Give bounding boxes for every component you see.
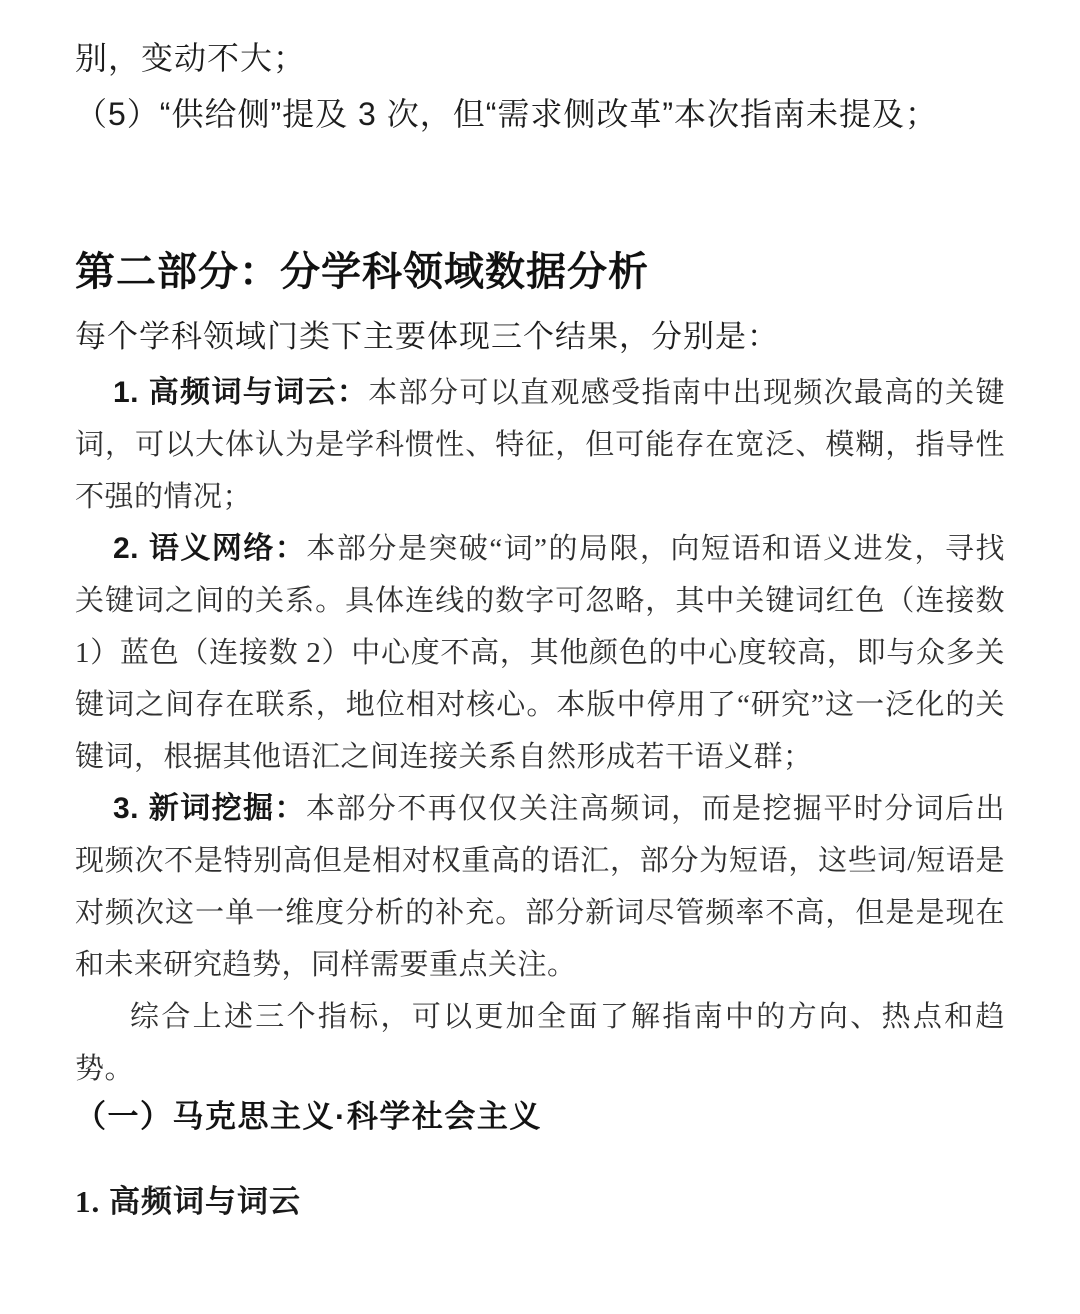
body-text-block xyxy=(75,367,1005,1095)
item-text: 本部分可以直观感受指南中出现频次最高的关键词，可以大体认为是学科惯性、特征，但可能存在宽泛、模糊，指导性不强的情况； xyxy=(75,377,1005,513)
item-label: 2. 语义网络： xyxy=(113,532,307,565)
item-paragraph-3 xyxy=(75,783,1005,991)
section-heading: 第二部分：分学科领域数据分析 xyxy=(75,250,649,294)
item-label: 1. 高频词与词云： xyxy=(113,376,369,409)
item-paragraph-2 xyxy=(75,523,1005,783)
item-paragraph-1 xyxy=(75,367,1005,523)
intro-line: （5）“供给侧”提及 3 次，但“需求侧改革”本次指南未提及； xyxy=(75,96,939,132)
lead-paragraph: 每个学科领域门类下主要体现三个结果，分别是： xyxy=(75,319,779,354)
intro-line: 别，变动不大； xyxy=(75,40,307,76)
item-label: 3. 新词挖掘： xyxy=(113,792,306,825)
item-text: 本部分不再仅仅关注高频词，而是挖掘平时分词后出现频次不是特别高但是相对权重高的语汇，部分为短语，这些词/短语是对频次这一单一维度分析的补充。部分新词尽管频率不高，但是是现在和未来研究趋势，同样需要重点关注。 xyxy=(75,793,1005,981)
item-text: 本部分是突破“词”的局限，向短语和语义进发，寻找关键词之间的关系。具体连线的数字可忽略，其中关键词红色（连接数 1）蓝色（连接数 2）中心度不高，其他颜色的中心度较高，即与众多关键词之间存在联系，地位相对核心。本版中停用了“研究”这一泛化的关键词，根据其他语汇之间连接关系自然形成若干语义群； xyxy=(75,533,1006,773)
subsection-heading: （一）马克思主义·科学社会主义 xyxy=(75,1099,542,1134)
subheading: 1. 高频词与词云 xyxy=(75,1184,301,1219)
summary-paragraph: 综合上述三个指标，可以更加全面了解指南中的方向、热点和趋势。 xyxy=(75,1001,1005,1085)
